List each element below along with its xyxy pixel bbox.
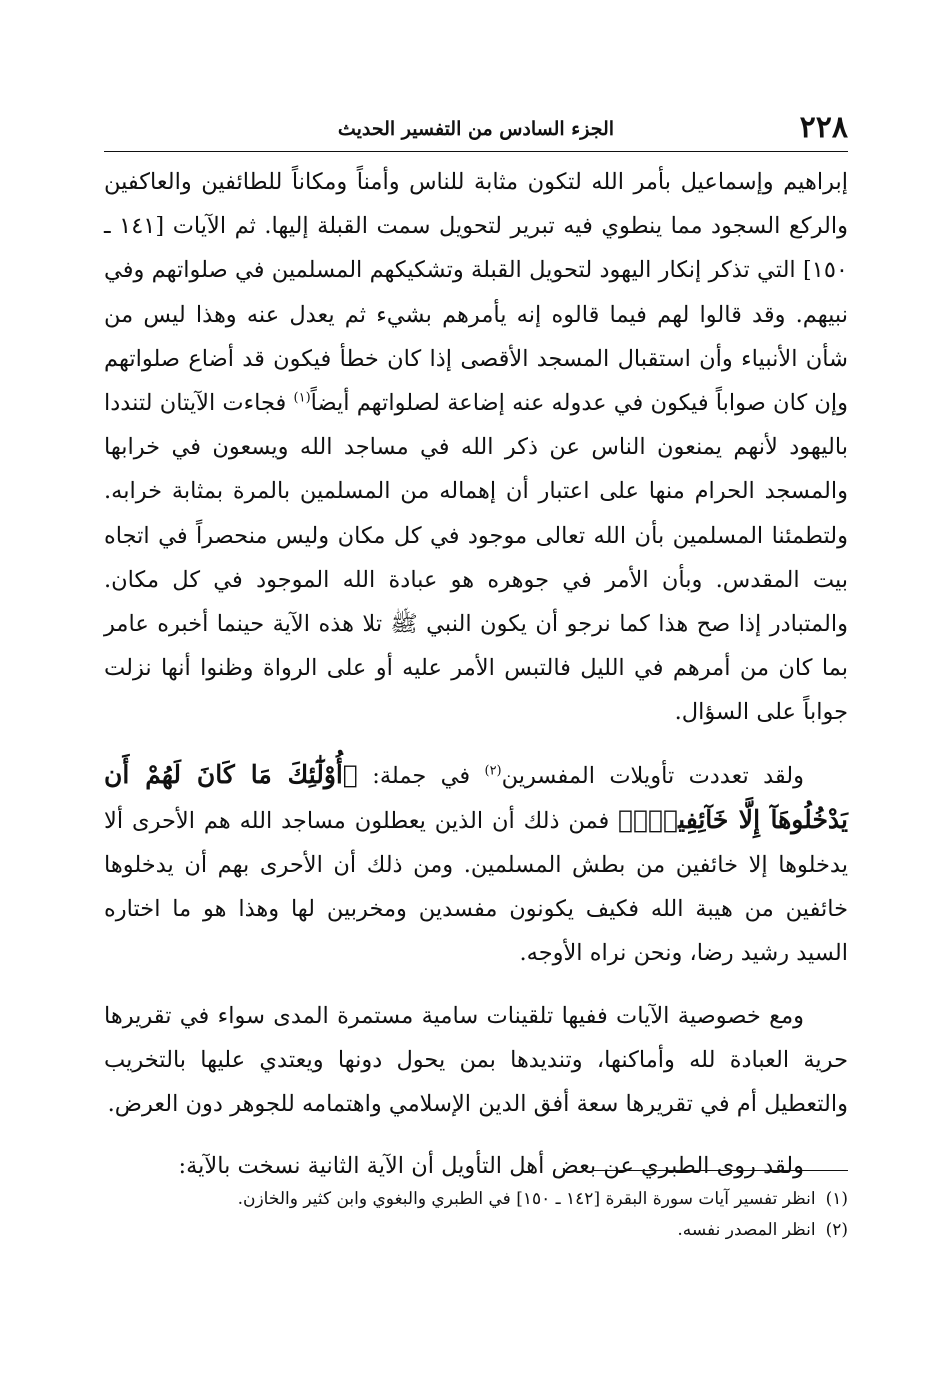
footnote-1 [104,1184,848,1215]
paragraph-2-text-mid: في جملة: [357,762,485,789]
header-rule [104,151,848,152]
footnotes [104,1184,848,1246]
footnote-1-text: انظر تفسير آيات سورة البقرة [١٤٢ ـ ١٥٠] في الطبري والبغوي وابن كثير والخازن. [237,1189,816,1209]
footnote-2 [104,1215,848,1246]
paragraph-2-text-after: فمن ذلك أن الذين يعطلون مساجد الله هم الأحرى ألا يدخلوها إلا خائفين من بطش المسلمين. ومن ذلك أن الأحرى بهم أن يدخلوها خائفين من هيبة الله فكيف يكونون مفسدين ومخربين لها وهذا هو ما اختاره السيد رشيد رضا، ونحن نراه الأوجه. [104,807,848,967]
paragraph-1-text-after: فجاءت الآيتان لتنددا باليهود لأنهم يمنعون الناس عن ذكر الله في مساجد الله ويسعون في خرابها والمسجد الحرام منها على اعتبار أن إهماله من المسلمين بالمرة بمثابة خرابه. ولتطمئنا المسلمين بأن الله تعالى موجود في كل مكان وليس منحصراً في اتجاه بيت المقدس. وبأن الأمر في جوهره هو عبادة الله الموجود في كل مكان. والمتبادر إذا صح هذا كما نرجو أن يكون النبي ﷺ تلا هذه الآية حينما أخبره عامر بما كان من أمرهم في الليل فالتبس الأمر عليه أو على الرواة وظنوا أنها نزلت جواباً على السؤال. [104,390,848,726]
footnote-ref-1[interactable]: (١) [293,390,311,406]
footnote-ref-2[interactable]: (٢) [484,763,502,779]
footnote-2-text: انظر المصدر نفسه. [677,1220,816,1240]
page-header [104,108,848,152]
body-text [104,160,848,1188]
quran-verse: ﴿أُوْلَٰٓئِكَ مَا كَانَ لَهُمْ أَن يَدْخُلُوهَآ إِلَّا خَآئِفِينَۚ﴾ [104,759,848,834]
page-number: ٢٢٨ [799,110,848,145]
paragraph-1 [104,160,848,735]
footnote-2-number: (٢) [825,1220,848,1240]
paragraph-4: ولقد روى الطبري عن بعض أهل التأويل أن الآية الثانية نسخت بالآية: [178,1153,804,1180]
footnote-1-number: (١) [825,1189,848,1209]
paragraph-2-text-before: ولقد تعددت تأويلات المفسرين [501,762,804,789]
running-title: الجزء السادس من التفسير الحديث [337,118,615,140]
paragraph-2 [104,753,848,976]
paragraph-1-text-before: إبراهيم وإسماعيل بأمر الله لتكون مثابة للناس وأمناً ومكاناً للطائفين والعاكفين والركع السجود مما ينطوي فيه تبرير لتحويل سمت القبلة إليها. ثم الآيات [١٤١ ـ ١٥٠] التي تذكر إنكار اليهود لتحويل القبلة وتشكيكهم المسلمين في صلواتهم وفي نبيهم. وقد قالوا لهم فيما قالوه إنه يأمرهم بشيء ثم يعدل عنه وهذا ليس من شأن الأنبياء وأن استقبال المسجد الأقصى إذا كان خطأ فيكون قد أضاع صلواتهم وإن كان صواباً فيكون في عدوله عنه إضاعة لصلواتهم أيضاً [104,169,848,417]
footnote-rule [594,1170,848,1171]
paragraph-3: ومع خصوصية الآيات ففيها تلقينات سامية مستمرة المدى سواء في تقريرها حرية العبادة لله وأماكنها، وتنديدها بمن يحول دونها ويعتدي عليها بالتخريب والتعطيل أم في تقريرها سعة أفق الدين الإسلامي واهتمامه للجوهر دون العرض. [104,1002,848,1118]
